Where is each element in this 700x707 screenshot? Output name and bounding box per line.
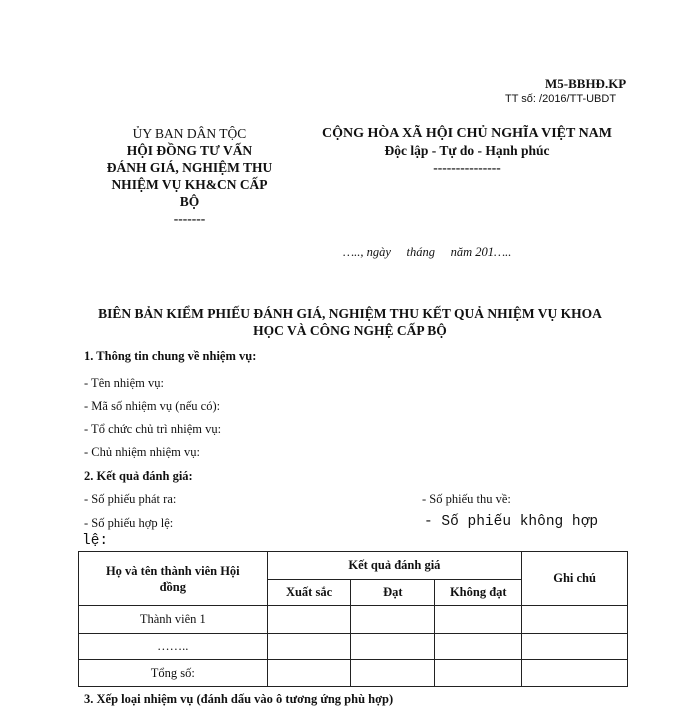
council-name-line2: ĐÁNH GIÁ, NGHIỆM THU	[106, 160, 273, 175]
section1-heading: 1. Thông tin chung về nhiệm vụ:	[84, 349, 257, 363]
table-row	[79, 634, 628, 660]
national-title: CỘNG HÒA XÃ HỘI CHỦ NGHĨA VIỆT NAM	[321, 126, 612, 141]
header-member-name-line2: đồng	[159, 579, 186, 594]
right-header	[272, 125, 662, 176]
header-fail: Không đạt	[435, 580, 522, 606]
document-title	[40, 305, 660, 339]
cell-fail	[435, 606, 522, 634]
header-member-name	[79, 552, 268, 606]
header-pass: Đạt	[351, 580, 435, 606]
council-name-line4: BỘ	[179, 194, 200, 209]
cell-note	[522, 634, 628, 660]
cell-pass	[351, 606, 435, 634]
ballots-returned-field: - Số phiếu thu về:	[422, 492, 511, 506]
header-member-name-line1: Họ và tên thành viên Hội	[105, 563, 240, 578]
national-motto: Độc lập - Tự do - Hạnh phúc	[384, 143, 550, 158]
ballots-valid-field: - Số phiếu hợp lệ:	[84, 516, 174, 530]
cell-fail	[435, 660, 522, 687]
document-title-line1: BIÊN BẢN KIỂM PHIẾU ĐÁNH GIÁ, NGHIỆM THU KẾT QUẢ NHIỆM VỤ KHOA	[98, 306, 602, 321]
cell-excellent	[267, 606, 351, 634]
cell-fail	[435, 634, 522, 660]
date-line: ….., ngày tháng năm 201…..	[343, 245, 512, 259]
header-evaluation-result: Kết quả đánh giá	[267, 552, 522, 580]
task-code-field: - Mã số nhiệm vụ (nếu có):	[84, 399, 221, 413]
header-note: Ghi chú	[522, 552, 628, 606]
ballots-issued-field: - Số phiếu phát ra:	[84, 492, 177, 506]
circular-number: TT số: /2016/TT-UBDT	[505, 93, 617, 105]
left-header	[82, 125, 297, 227]
section3-heading: 3. Xếp loại nhiệm vụ (đánh dấu vào ô tương ứng phù hợp)	[84, 692, 394, 706]
document-title-line2: HỌC VÀ CÔNG NGHỆ CẤP BỘ	[253, 323, 447, 338]
ballots-invalid-field: - Số phiếu không hợp	[424, 514, 599, 530]
total-cell: Tổng số:	[79, 660, 268, 687]
host-organization-field: - Tổ chức chủ trì nhiệm vụ:	[84, 422, 222, 436]
cell-pass	[351, 634, 435, 660]
cell-excellent	[267, 660, 351, 687]
cell-excellent	[267, 634, 351, 660]
left-header-divider: -------	[173, 211, 206, 226]
cell-note	[522, 606, 628, 634]
agency-name: ỦY BAN DÂN TỘC	[132, 126, 247, 141]
evaluation-results-table	[78, 551, 628, 687]
table-row-total	[79, 660, 628, 687]
task-leader-field: - Chủ nhiệm nhiệm vụ:	[84, 445, 200, 459]
right-header-divider: ---------------	[433, 160, 501, 175]
council-name-line1: HỘI ĐỒNG TƯ VẤN	[126, 143, 253, 158]
ballots-invalid-field-cont: lệ:	[82, 533, 109, 549]
cell-note	[522, 660, 628, 687]
header-excellent: Xuất sắc	[267, 580, 351, 606]
table-row	[79, 606, 628, 634]
member-cell: ……..	[79, 634, 268, 660]
member-cell: Thành viên 1	[79, 606, 268, 634]
section2-heading: 2. Kết quả đánh giá:	[84, 469, 193, 483]
cell-pass	[351, 660, 435, 687]
form-code: M5-BBHĐ.KP	[545, 76, 627, 91]
council-name-line3: NHIỆM VỤ KH&CN CẤP	[111, 177, 268, 192]
task-name-field: - Tên nhiệm vụ:	[84, 376, 164, 390]
